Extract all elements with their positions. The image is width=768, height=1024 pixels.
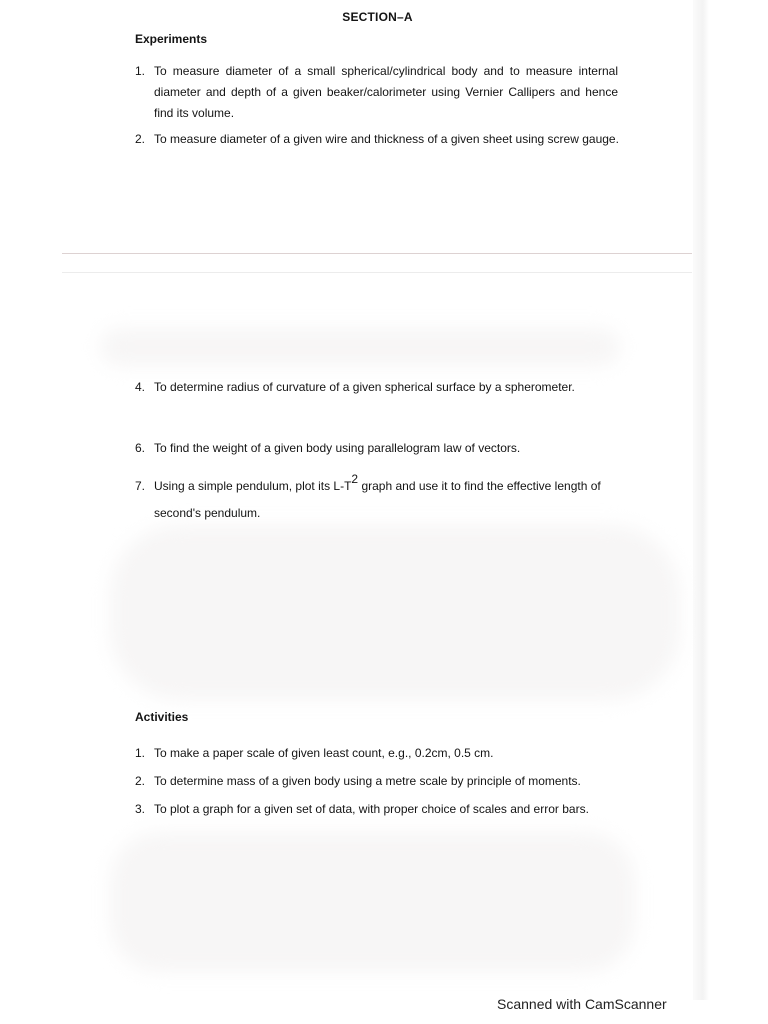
item-text: [154, 473, 625, 527]
erased-area: [100, 328, 620, 366]
activities-heading: Activities: [135, 710, 189, 724]
scan-fold-line-faint: [62, 272, 692, 273]
erased-area: [110, 832, 635, 972]
item-number: 2.: [135, 132, 146, 146]
item-text: To determine radius of curvature of a given spherical surface by a spherometer.: [154, 380, 575, 394]
item-text-part: graph and use it to find the effective length of second's pendulum.: [154, 479, 601, 520]
item-number: 6.: [135, 441, 146, 455]
item-text-part: Using a simple pendulum, plot its L-T: [154, 479, 352, 493]
experiment-item: [135, 377, 655, 398]
erased-area: [110, 525, 680, 700]
experiment-item: [135, 61, 618, 124]
item-text: To measure diameter of a given wire and thickness of a given sheet using screw gauge.: [154, 132, 619, 146]
superscript: 2: [351, 472, 359, 486]
item-text: To make a paper scale of given least count, e.g., 0.2cm, 0.5 cm.: [154, 746, 494, 760]
item-number: 7.: [135, 479, 146, 493]
scan-fold-line: [62, 253, 692, 254]
activity-item: [135, 771, 655, 792]
item-number: 3.: [135, 802, 146, 816]
item-text: To measure diameter of a small spherical/cylindrical body and to measure internal diameter and depth of a given beaker/calorimeter using Vernier Callipers and hence find its volume.: [154, 64, 618, 120]
camscanner-watermark: Scanned with CamScanner: [497, 996, 667, 1012]
activity-item: [135, 743, 655, 764]
item-number: 4.: [135, 380, 146, 394]
item-number: 1.: [135, 64, 146, 78]
experiments-heading: Experiments: [135, 32, 208, 46]
scan-edge-shadow: [693, 0, 709, 1000]
item-text: To determine mass of a given body using a metre scale by principle of moments.: [154, 774, 581, 788]
item-number: 2.: [135, 774, 146, 788]
experiment-item: [135, 473, 625, 527]
section-title: SECTION–A: [342, 10, 413, 24]
experiment-item: [135, 438, 655, 459]
activity-item: [135, 799, 655, 820]
item-text: To plot a graph for a given set of data, with proper choice of scales and error bars.: [154, 802, 589, 816]
experiment-item: [135, 129, 625, 150]
item-number: 1.: [135, 746, 146, 760]
item-text: To find the weight of a given body using parallelogram law of vectors.: [154, 441, 521, 455]
